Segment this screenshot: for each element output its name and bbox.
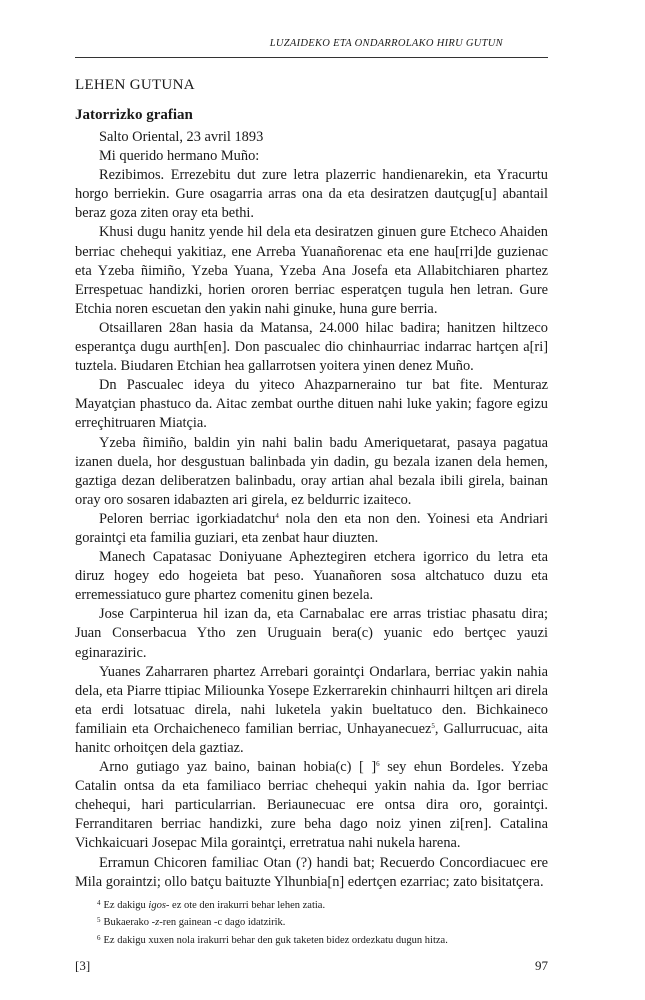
paragraph bbox=[75, 758, 548, 853]
paragraph bbox=[75, 376, 548, 433]
footnote-marker: 4 bbox=[275, 511, 279, 520]
footnote-text: Ez dakigu bbox=[103, 900, 149, 911]
paragraph-text: Otsaillaren 28an hasia da Matansa, 24.000 hilac badira; hanitzen hiltzeco esperantça dugu aurth[en]. Don pascualec dio chinhaurriac indarrac hartçen a[ri] tuztela. Biudaren Etchian hea gallarrotsen yoitera yinen denez Muño. bbox=[75, 319, 548, 375]
paragraph-text: Peloren berriac igorkiadatchu bbox=[99, 510, 276, 527]
footnote bbox=[75, 913, 548, 930]
paragraph bbox=[75, 166, 548, 223]
paragraph bbox=[75, 663, 548, 758]
footnote bbox=[75, 931, 548, 948]
paragraph bbox=[75, 854, 548, 892]
paragraph-text: Arno gutiago yaz baino, bainan hobia(c) [ ] bbox=[99, 759, 377, 776]
paragraph-text: nola den eta non den. Yoinesi eta Andriari goraintçi eta familia guziari, eta zenbat haur diuzten. bbox=[75, 510, 548, 546]
paragraph bbox=[75, 147, 548, 166]
paragraph-text: Dn Pascualec ideya du yiteco Ahazparneraino tur bat fite. Menturaz Mayatçian phastuco da. Aitac zembat ourthe dituen nahi luke yakin; fagore egizu erreçhitruaren Miatçia. bbox=[75, 377, 548, 432]
footnote-marker: 5 bbox=[431, 721, 435, 730]
footnotes bbox=[75, 896, 548, 948]
paragraph-text: Jose Carpinterua hil izan da, eta Carnabalac ere arras tristiac phasatu dira; Juan Conserbacua Ytho zen Uruguain bera(c) yuanic edo bertçec yauzi eginaraziric. bbox=[75, 606, 548, 661]
header-rule bbox=[75, 57, 548, 58]
paragraph-text: Rezibimos. Errezebitu dut zure letra plazerric handienarekin, eta Yracurtu horgo berriekin. Gure osagarria arras ona da eta desiratzen dautçug[u] abantail beraz goza ziten oray eta bethi. bbox=[75, 167, 548, 222]
paragraph bbox=[75, 319, 548, 376]
paragraph bbox=[75, 434, 548, 510]
paragraph-text: sey ehun Bordeles. Yzeba Catalin ontsa da eta familiaco berriac chehequi yakin nahia da. Igor berriac chehequi, hari particularrian. Beriaunecuac ere ontsa dira oro, goraintçi. Ferranditaren berriac handizki, zure beha dago noiz yinen zi[ren]. Catalina Vichkaicuari Josepac Mila goraintçi, erretratua nahi nukela harena. bbox=[75, 759, 549, 852]
page-number: 97 bbox=[535, 958, 548, 973]
footnote-text: Bukaerako bbox=[103, 917, 152, 929]
paragraph bbox=[75, 128, 548, 147]
paragraph-text: Erramun Chicoren familiac Otan (?) handi bat; Recuerdo Concordiacuec ere Mila goraintzi; ollo batçu baituzte Ylhunbia[n] edertçen ezarriac; zato bisitatçera. bbox=[75, 854, 548, 890]
paragraph-text: , Gallurrucuac, aita hanitc orhoitçen dela gaztiaz. bbox=[75, 720, 548, 756]
section-title: LEHEN GUTUNA bbox=[75, 77, 195, 93]
paragraph-text: Yuanes Zaharraren phartez Arrebari goraintçi Ondarlara, berriac yakin nahia dela, eta Piarre ttipiac Miliounka Yosepe Ezkerrarekin chinhaurri hiltçen ari direla eta erdi lotsatuac direla, nahi luketela yakin bueltatuco den. Bichkaineco familiain eta Orchaicheneco familian berriac, Unhayanecuez bbox=[75, 663, 548, 737]
footnote-number: 4 bbox=[97, 899, 101, 907]
footnote-text: Ez dakigu xuxen nola irakurri behar den guk taketen bidez ordezkatu dugun hitza. bbox=[103, 934, 448, 946]
footnote-number: 6 bbox=[97, 933, 101, 942]
footnote-emphasis: igos- bbox=[148, 900, 170, 911]
subsection-title: Jatorrizko grafian bbox=[75, 107, 193, 123]
paragraph bbox=[75, 548, 548, 605]
paragraph-text: Mi querido hermano Muño: bbox=[99, 148, 260, 165]
folio-left: [3] bbox=[75, 958, 91, 973]
paragraph bbox=[75, 605, 548, 662]
paragraph-text: Khusi dugu hanitz yende hil dela eta desiratzen ginuen gure Etcheco Ahaiden berriac chehequi yakitiaz, ene Arreba Yuanañorenac eta ene hau[rri]de guzienac eta Yzeba ñimiño, Yzeba Yuana, Yzeba Ana Josefa eta Allabitchiaren phartez Errespetuac handizki, horien ororen berriac esperatçen tugula hen letran. Gure Etchia noren escuetan den yakin nahi ginuke, huna gure berria. bbox=[75, 224, 548, 317]
footnote bbox=[75, 896, 548, 913]
paragraph-text: Yzeba ñimiño, baldin yin nahi balin badu Ameriquetarat, pasaya pagatua izanen duela, hor desgustuan balinbada yin dadin, gu bezala izanen dela hemen, gaztiga dezan deliberatzen balinbadu, oray artian ahal bezala ibili girela, bainan oray oro sosaren idabazten ari girela, ez beldurric izaiteco. bbox=[75, 434, 548, 508]
letter-body bbox=[75, 128, 548, 892]
paragraph-text: Salto Oriental, 23 avril 1893 bbox=[99, 129, 264, 145]
running-head: LUZAIDEKO ETA ONDARROLAKO HIRU GUTUN bbox=[269, 38, 503, 49]
paragraph bbox=[75, 223, 548, 318]
paragraph-text: Manech Capatasac Doniyuane Apheztegiren etchera igorrico du letra eta diruz hogey edo hogeieta bat peso. Yuanañoren sosa altchatuco duzu eta erremessiatuco gure phartez comenitu ginen bezela. bbox=[75, 549, 548, 604]
footnote-number: 5 bbox=[97, 916, 101, 925]
footnote-marker: 6 bbox=[376, 760, 380, 769]
paragraph bbox=[75, 510, 548, 548]
footnote-emphasis: -z- bbox=[151, 917, 163, 929]
footnote-text: ren gainean -c dago idatzirik. bbox=[162, 917, 286, 929]
footnote-text: ez ote den irakurri behar lehen zatia. bbox=[169, 900, 326, 911]
